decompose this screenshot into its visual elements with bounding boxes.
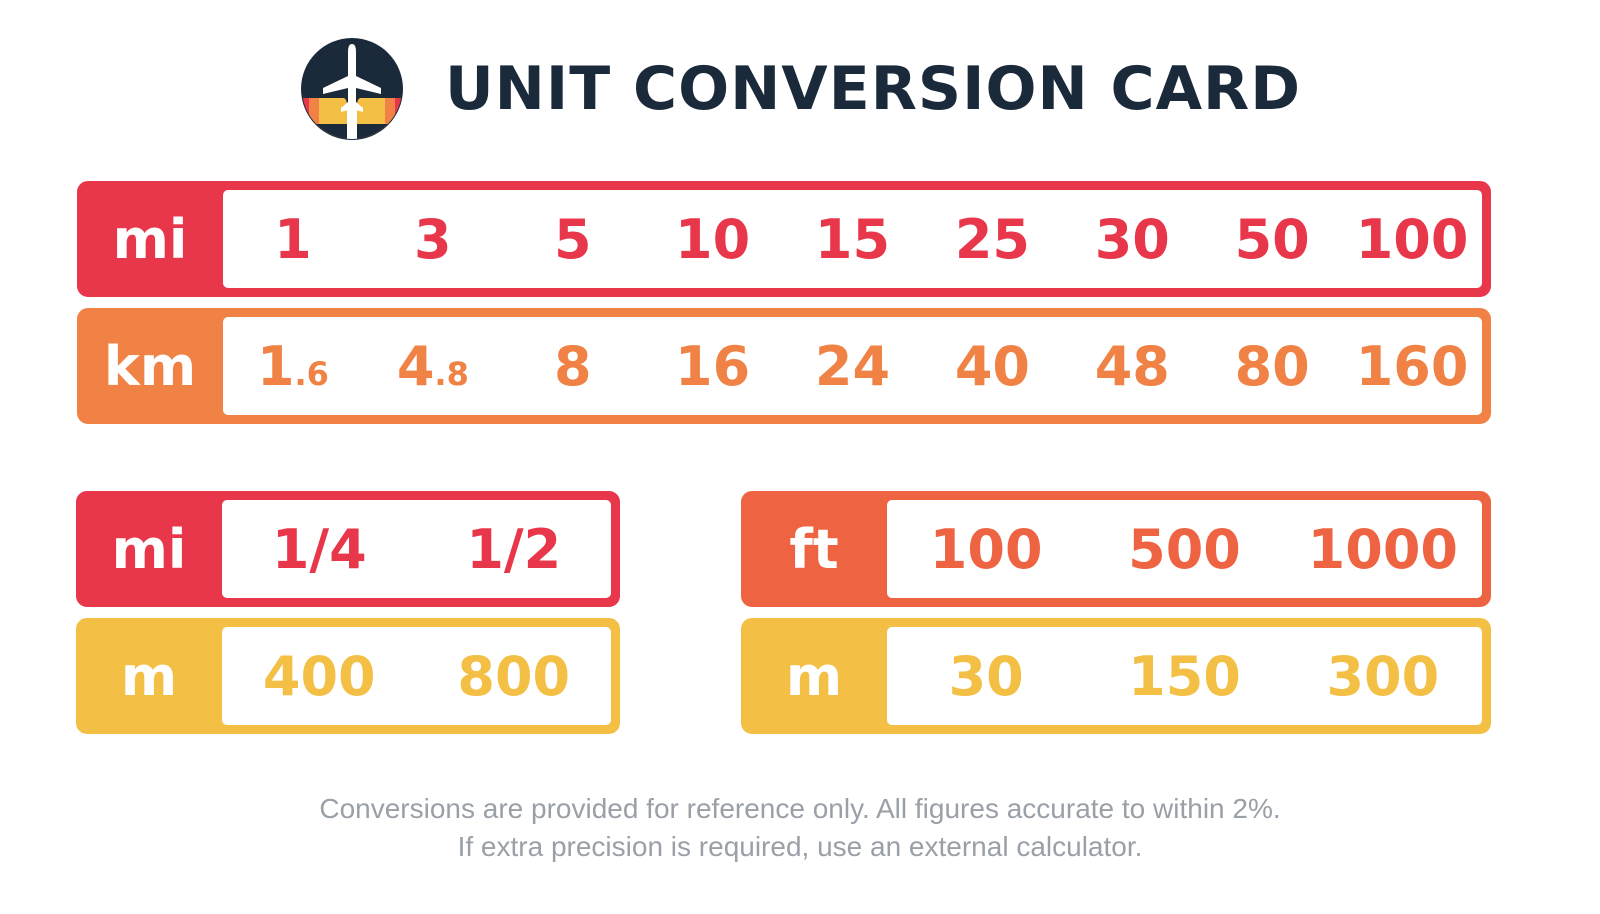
- kilometers-value: [223, 335, 363, 398]
- kilometers-value: [363, 335, 503, 398]
- miles-value: 15: [814, 207, 891, 271]
- kilometers-value: [503, 335, 643, 398]
- miles-fraction-value: 1/4: [271, 517, 367, 581]
- kilometers-value: [1062, 335, 1202, 398]
- kilometers-value: [643, 335, 783, 398]
- feet-row: [741, 491, 1491, 607]
- disclaimer-line-2: If extra precision is required, use an external calculator.: [457, 831, 1143, 862]
- disclaimer: [0, 790, 1600, 866]
- kilometers-label: km: [103, 334, 197, 398]
- meters-row: [76, 618, 620, 734]
- page-title: UNIT CONVERSION CARD: [444, 54, 1302, 124]
- miles-values: [223, 190, 1482, 288]
- kilometers-value-main: 8: [553, 334, 592, 398]
- meters-value: 800: [457, 644, 571, 708]
- feet-value: 1000: [1307, 517, 1458, 581]
- miles-fraction-value: 1/2: [466, 517, 562, 581]
- miles-value: 50: [1234, 207, 1310, 271]
- kilometers-value-main: 40: [954, 334, 1030, 398]
- kilometers-value-main: 1: [256, 334, 295, 398]
- feet-value: 500: [1128, 517, 1241, 581]
- kilometers-value-main: 4: [396, 334, 435, 398]
- feet-meters-values: [887, 627, 1482, 725]
- airplane-sunset-logo-icon: [299, 36, 405, 142]
- miles-row: [77, 181, 1491, 297]
- disclaimer-line-1: Conversions are provided for reference only. All figures accurate to within 2%.: [319, 793, 1281, 824]
- kilometers-value-decimal: .6: [294, 354, 329, 393]
- feet-meters-row: [741, 618, 1491, 734]
- feet-meters-value: 300: [1326, 644, 1440, 708]
- miles-fraction-values: [222, 500, 611, 598]
- meters-value: 400: [262, 644, 376, 708]
- feet-meters-value: 150: [1128, 644, 1241, 708]
- kilometers-value-decimal: .8: [434, 354, 469, 393]
- kilometers-value: [783, 335, 923, 398]
- miles-value: 1: [274, 207, 312, 271]
- meters-label: m: [120, 644, 178, 708]
- miles-value: 5: [553, 207, 592, 271]
- feet-value: 100: [929, 517, 1043, 581]
- kilometers-value-main: 48: [1094, 334, 1170, 398]
- miles-fraction-label: mi: [111, 517, 187, 581]
- kilometers-value-main: 16: [675, 334, 751, 398]
- kilometers-values: [223, 317, 1482, 415]
- miles-value: 30: [1094, 207, 1170, 271]
- feet-label: ft: [789, 517, 839, 581]
- kilometers-value: [1202, 335, 1342, 398]
- feet-meters-value: 30: [948, 644, 1024, 708]
- kilometers-value: [1342, 335, 1482, 398]
- meters-values: [222, 627, 611, 725]
- kilometers-value-main: 160: [1355, 334, 1469, 398]
- kilometers-value: [922, 335, 1062, 398]
- kilometers-value-main: 80: [1234, 334, 1310, 398]
- miles-fraction-row: [76, 491, 620, 607]
- miles-value: 25: [954, 207, 1030, 271]
- card-header: [0, 34, 1600, 144]
- kilometers-row: [77, 308, 1491, 424]
- miles-value: 100: [1355, 207, 1469, 271]
- feet-meters-label: m: [785, 644, 843, 708]
- kilometers-value-main: 24: [814, 334, 891, 398]
- miles-value: 3: [414, 207, 452, 271]
- miles-value: 10: [675, 207, 751, 271]
- feet-values: [887, 500, 1482, 598]
- miles-label: mi: [112, 207, 188, 271]
